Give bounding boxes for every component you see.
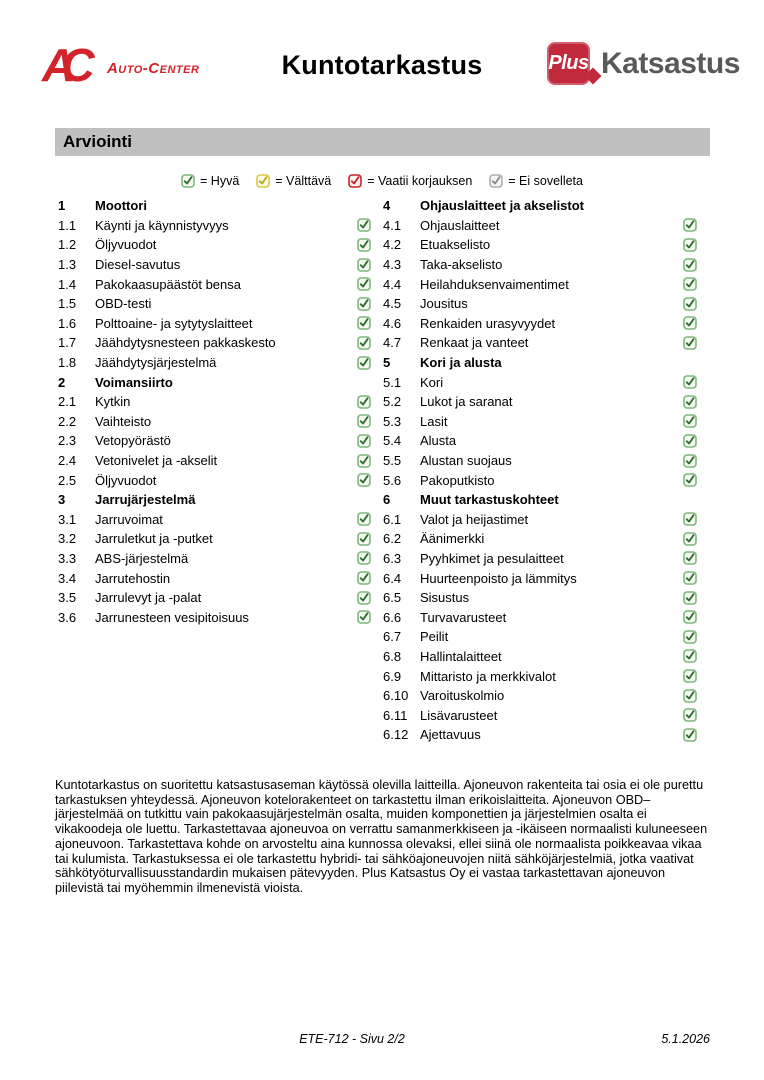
good-check-icon	[357, 532, 371, 546]
item-number: 4.2	[383, 237, 402, 253]
checklist-row	[58, 314, 371, 334]
item-number: 4.1	[383, 217, 402, 233]
item-label: Jarrunesteen vesipitoisuus	[95, 609, 249, 625]
item-number: 4.3	[383, 257, 402, 273]
item-number: 5	[383, 355, 391, 371]
item-label: Jousitus	[420, 296, 468, 312]
item-number: 1.7	[58, 335, 77, 351]
item-number: 6.12	[383, 727, 409, 743]
checklist-row	[383, 333, 697, 353]
item-number: 4	[383, 198, 391, 214]
item-label: Vaihteisto	[95, 413, 152, 429]
checklist-row	[58, 549, 371, 569]
good-check-icon	[357, 571, 371, 585]
na-check-icon	[489, 174, 503, 188]
item-number: 1	[58, 198, 66, 214]
item-label: Jarrulevyt ja -palat	[95, 590, 202, 606]
item-label: Ajettavuus	[420, 727, 481, 743]
checklist-row	[383, 705, 697, 725]
item-number: 4.7	[383, 335, 402, 351]
item-label: Huurteenpoisto ja lämmitys	[420, 570, 577, 586]
good-check-icon	[683, 551, 697, 565]
good-check-icon	[683, 532, 697, 546]
good-check-icon	[357, 395, 371, 409]
item-label: Kytkin	[95, 394, 131, 410]
item-number: 1.6	[58, 315, 77, 331]
good-check-icon	[683, 708, 697, 722]
checklist-row	[58, 294, 371, 314]
item-label: Valot ja heijastimet	[420, 511, 529, 527]
item-number: 3.6	[58, 609, 77, 625]
checklist-row	[383, 294, 697, 314]
item-label: Vetonivelet ja -akselit	[95, 453, 218, 469]
legend	[0, 170, 764, 192]
checklist-row	[383, 392, 697, 412]
checklist-row	[383, 568, 697, 588]
item-label: Kori	[420, 374, 444, 390]
good-check-icon	[683, 669, 697, 683]
item-label: Pyyhkimet ja pesulaitteet	[420, 550, 564, 566]
legend-item	[348, 174, 472, 188]
item-number: 2.5	[58, 472, 77, 488]
item-number: 6.11	[383, 707, 408, 723]
good-check-icon	[357, 356, 371, 370]
checklist-row	[58, 274, 371, 294]
page-title: Kuntotarkastus	[281, 50, 483, 80]
plus-badge-icon	[545, 40, 592, 87]
checklist-row	[58, 451, 371, 471]
item-number: 5.3	[383, 413, 402, 429]
checklist-row	[58, 470, 371, 490]
good-check-icon	[683, 454, 697, 468]
legend-label: = Ei sovelleta	[508, 174, 583, 188]
disclaimer-text: Kuntotarkastus on suoritettu katsastusaseman käytössä olevilla laitteilla. Ajoneuvon rakenteita tai osia ei ole purettu tarkastuksen yhteydessä. Ajoneuvon kotelorakenteet on tarkastettu ilman erikoislaitteita. Ajoneuvon OBD–järjestelmää on tutkittu vain pakokaasujärjestelmän osalta, muiden komponettien ja järjestelmien osalta ei vikakoodeja ole luettu. Tarkastettavaa ajoneuvoa on verrattu samanmerkkiseen ja -ikäiseen normaalisti kuluneeseen ajoneuvoon. Tarkastettava kohde on arvosteltu aina kunnossa olevaksi, ellei siinä ole normaalista poikkeavaa vikaa tai kulumista. Tarkastuksessa ei ole tarkastettu hybridi- tai sähköajoneuvojen niitä sähköjärjestelmiä, jotka vaativat sähkötyöturvallisuusstandardin mukaisen pätevyyden. Plus Katsastus Oy ei vastaa tarkastettavan ajoneuvon piilevistä tai myöhemmin ilmenevistä vioista.	[55, 778, 708, 895]
item-label: Hallintalaitteet	[420, 648, 502, 664]
checklist-row	[58, 216, 371, 236]
legend-item	[489, 174, 583, 188]
item-number: 1.2	[58, 237, 77, 253]
item-label: Alusta	[420, 433, 457, 449]
checklist-row	[383, 686, 697, 706]
plus-katsastus-logo	[545, 40, 740, 87]
checklist-row	[383, 412, 697, 432]
good-check-icon	[683, 630, 697, 644]
item-number: 6.10	[383, 688, 409, 704]
footer-page-info: ETE-712 - Sivu 2/2	[299, 1032, 405, 1046]
checklist-row	[383, 470, 697, 490]
item-label: OBD-testi	[95, 296, 152, 312]
checklist-row	[383, 255, 697, 275]
good-check-icon	[181, 174, 195, 188]
item-number: 6.6	[383, 609, 402, 625]
good-check-icon	[683, 277, 697, 291]
checklist-row	[383, 529, 697, 549]
item-number: 2.4	[58, 453, 77, 469]
repair-check-icon	[348, 174, 362, 188]
checklist-row	[383, 607, 697, 627]
checklist-row	[58, 431, 371, 451]
item-number: 5.6	[383, 472, 402, 488]
item-label: ABS-järjestelmä	[95, 550, 189, 566]
item-number: 5.1	[383, 374, 402, 390]
item-label: Lisävarusteet	[420, 707, 498, 723]
checklist-section-header	[383, 490, 697, 510]
checklist-section-header	[383, 196, 697, 216]
item-number: 1.1	[58, 217, 77, 233]
item-number: 6.1	[383, 511, 402, 527]
checklist-row	[383, 647, 697, 667]
good-check-icon	[683, 728, 697, 742]
checklist-section-header	[383, 353, 697, 373]
checklist-row	[383, 216, 697, 236]
good-check-icon	[683, 434, 697, 448]
checklist-section-header	[58, 372, 371, 392]
checklist-row	[58, 235, 371, 255]
good-check-icon	[683, 297, 697, 311]
item-label: Moottori	[95, 198, 147, 214]
item-label: Polttoaine- ja sytytyslaitteet	[95, 315, 253, 331]
good-check-icon	[357, 473, 371, 487]
auto-center-name: Auto-Center	[106, 59, 200, 77]
checklist-row	[58, 529, 371, 549]
item-label: Mittaristo ja merkkivalot	[420, 668, 556, 684]
checklist-row	[58, 412, 371, 432]
checklist-row	[383, 431, 697, 451]
checklist-section-header	[58, 490, 371, 510]
item-number: 2.3	[58, 433, 77, 449]
plus-badge-text: Plus	[548, 52, 589, 74]
legend-label: = Vaatii korjauksen	[367, 174, 473, 188]
good-check-icon	[683, 414, 697, 428]
checklist-row	[383, 372, 697, 392]
checklist-column-left	[58, 196, 371, 627]
checklist-row	[383, 510, 697, 530]
item-label: Taka-akselisto	[420, 257, 503, 273]
good-check-icon	[357, 238, 371, 252]
checklist-row	[58, 588, 371, 608]
good-check-icon	[683, 375, 697, 389]
checklist-row	[383, 314, 697, 334]
item-number: 2.1	[58, 394, 77, 410]
item-label: Jarrujärjestelmä	[95, 492, 196, 508]
item-number: 6.8	[383, 648, 402, 664]
item-number: 3.3	[58, 550, 77, 566]
good-check-icon	[357, 297, 371, 311]
good-check-icon	[357, 434, 371, 448]
item-number: 3.5	[58, 590, 77, 606]
item-label: Äänimerkki	[420, 531, 485, 547]
item-label: Varoituskolmio	[420, 688, 505, 704]
item-number: 5.2	[383, 394, 402, 410]
good-check-icon	[683, 258, 697, 272]
good-check-icon	[683, 512, 697, 526]
good-check-icon	[357, 551, 371, 565]
checklist-row	[383, 235, 697, 255]
good-check-icon	[683, 689, 697, 703]
item-number: 4.5	[383, 296, 402, 312]
legend-label: = Välttävä	[275, 174, 332, 188]
item-number: 3.2	[58, 531, 77, 547]
good-check-icon	[683, 591, 697, 605]
checklist-row	[58, 333, 371, 353]
item-number: 4.4	[383, 276, 402, 292]
good-check-icon	[683, 316, 697, 330]
good-check-icon	[683, 610, 697, 624]
item-number: 3	[58, 492, 66, 508]
checklist-row	[58, 607, 371, 627]
item-number: 3.4	[58, 570, 77, 586]
item-number: 6.2	[383, 531, 402, 547]
item-number: 6.7	[383, 629, 402, 645]
plus-katsastus-name: Katsastus	[601, 46, 740, 80]
item-label: Lasit	[420, 413, 448, 429]
checklist-row	[383, 725, 697, 745]
good-check-icon	[357, 591, 371, 605]
checklist-row	[383, 588, 697, 608]
item-label: Ohjauslaitteet	[420, 217, 500, 233]
good-check-icon	[357, 454, 371, 468]
item-number: 1.5	[58, 296, 77, 312]
checklist-row	[383, 451, 697, 471]
item-label: Lukot ja saranat	[420, 394, 513, 410]
legend-item	[256, 174, 331, 188]
item-label: Heilahduksenvaimentimet	[420, 276, 569, 292]
good-check-icon	[683, 238, 697, 252]
item-label: Turvavarusteet	[420, 609, 507, 625]
good-check-icon	[683, 218, 697, 232]
section-header-arviointi: Arviointi	[55, 128, 710, 156]
checklist-row	[58, 510, 371, 530]
legend-label: = Hyvä	[200, 174, 240, 188]
item-label: Vetopyörästö	[95, 433, 171, 449]
item-number: 5.4	[383, 433, 402, 449]
item-label: Jarruvoimat	[95, 511, 163, 527]
item-label: Renkaiden urasyvyydet	[420, 315, 556, 331]
item-label: Jäähdytysnesteen pakkaskesto	[95, 335, 276, 351]
item-number: 6.3	[383, 550, 402, 566]
item-label: Kori ja alusta	[420, 355, 502, 371]
item-label: Sisustus	[420, 590, 470, 606]
item-label: Ohjauslaitteet ja akselistot	[420, 198, 585, 214]
item-number: 6	[383, 492, 391, 508]
good-check-icon	[357, 336, 371, 350]
checklist-row	[58, 568, 371, 588]
good-check-icon	[357, 316, 371, 330]
good-check-icon	[683, 336, 697, 350]
item-label: Alustan suojaus	[420, 453, 512, 469]
auto-center-monogram-icon: AC	[42, 39, 81, 91]
checklist-row	[58, 255, 371, 275]
item-number: 4.6	[383, 315, 402, 331]
item-label: Voimansiirto	[95, 374, 173, 390]
item-number: 6.4	[383, 570, 402, 586]
good-check-icon	[683, 395, 697, 409]
checklist-section-header	[58, 196, 371, 216]
item-label: Pakoputkisto	[420, 472, 495, 488]
good-check-icon	[357, 258, 371, 272]
good-check-icon	[683, 571, 697, 585]
item-label: Pakokaasupäästöt bensa	[95, 276, 241, 292]
item-label: Käynti ja käynnistyvyys	[95, 217, 229, 233]
item-label: Peilit	[420, 629, 449, 645]
legend-item	[181, 174, 239, 188]
item-label: Jäähdytysjärjestelmä	[95, 355, 217, 371]
good-check-icon	[357, 218, 371, 232]
good-check-icon	[357, 414, 371, 428]
good-check-icon	[683, 649, 697, 663]
item-number: 1.8	[58, 355, 77, 371]
checklist-row	[58, 392, 371, 412]
checklist-row	[383, 627, 697, 647]
checklist-column-right	[383, 196, 697, 745]
good-check-icon	[357, 277, 371, 291]
good-check-icon	[357, 610, 371, 624]
footer-date: 5.1.2026	[661, 1032, 710, 1046]
item-label: Renkaat ja vanteet	[420, 335, 529, 351]
item-label: Etuakselisto	[420, 237, 491, 253]
item-label: Diesel-savutus	[95, 257, 181, 273]
item-number: 6.9	[383, 668, 402, 684]
item-number: 1.3	[58, 257, 77, 273]
item-label: Öljyvuodot	[95, 472, 157, 488]
good-check-icon	[683, 473, 697, 487]
item-number: 5.5	[383, 453, 402, 469]
checklist-row	[383, 666, 697, 686]
good-check-icon	[357, 512, 371, 526]
item-number: 2	[58, 374, 66, 390]
item-number: 6.5	[383, 590, 402, 606]
checklist-row	[383, 549, 697, 569]
checklist-row	[58, 353, 371, 373]
item-label: Öljyvuodot	[95, 237, 157, 253]
item-number: 1.4	[58, 276, 77, 292]
item-number: 2.2	[58, 413, 77, 429]
fair-check-icon	[256, 174, 270, 188]
checklist-row	[383, 274, 697, 294]
item-label: Muut tarkastuskohteet	[420, 492, 559, 508]
item-label: Jarrutehostin	[95, 570, 171, 586]
item-label: Jarruletkut ja -putket	[95, 531, 213, 547]
item-number: 3.1	[58, 511, 77, 527]
